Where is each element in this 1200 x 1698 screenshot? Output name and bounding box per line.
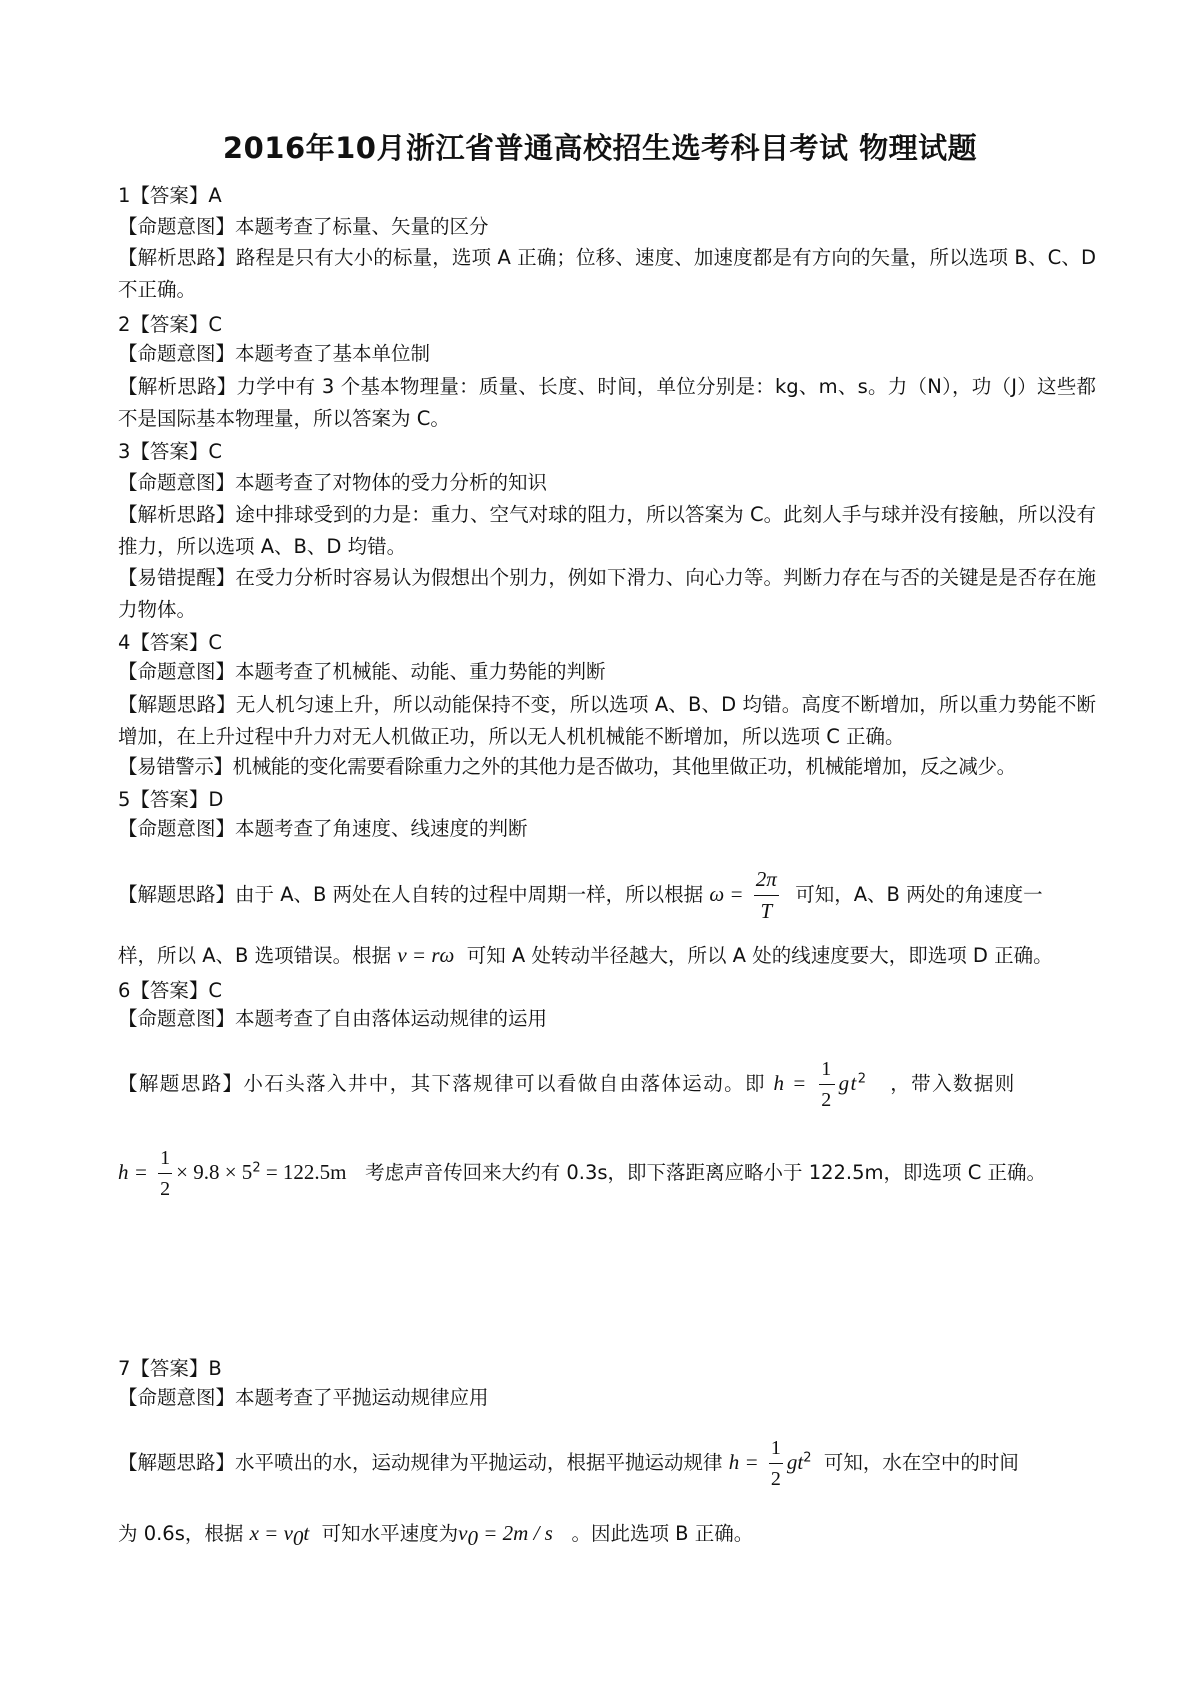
- q5-analysis-line2: [118, 941, 1096, 970]
- q2-intent: 【命题意图】本题考查了基本单位制: [118, 342, 431, 365]
- q6-analysis-line1: [118, 1053, 1096, 1114]
- q7-answer: 7【答案】B: [118, 1357, 222, 1380]
- q6-text-b: ，带入数据则: [890, 1072, 1016, 1095]
- q6-f1-denominator: 2: [821, 1089, 833, 1111]
- q7-text-b: 可知，水在空中的时间: [823, 1451, 1019, 1474]
- q7-analysis-line1: [118, 1432, 1096, 1493]
- q6-f1-rhs: gt: [838, 1071, 858, 1095]
- q7-f3-b: = 2m / s: [477, 1521, 553, 1545]
- q7-f1-exponent: 2: [803, 1450, 812, 1466]
- q5-fraction-denominator: T: [760, 899, 773, 923]
- q6-f2-numerator: 1: [158, 1148, 172, 1174]
- q4-intent: 【命题意图】本题考查了机械能、动能、重力势能的判断: [118, 660, 606, 683]
- q6-f2-fraction: [158, 1148, 172, 1199]
- q2-answer: 2【答案】C: [118, 313, 223, 336]
- q5-text-c: 样，所以 A、B 选项错误。根据: [118, 944, 392, 967]
- q5-formula-lhs: ω =: [709, 882, 744, 906]
- q6-f1-lhs: h =: [773, 1071, 808, 1095]
- q5-text-b: 可知，A、B 两处的角速度一: [795, 883, 1043, 906]
- q6-f1-fraction: [819, 1059, 834, 1110]
- q1-answer: 1【答案】A: [118, 184, 222, 207]
- q1-analysis: 【解析思路】路程是只有大小的标量，选项 A 正确；位移、速度、加速度都是有方向的矢量，所以选项 B、C、D 不正确。: [118, 246, 1096, 301]
- page-title: 2016年10月浙江省普通高校招生选考科目考试 物理试题: [222, 131, 978, 165]
- q4-analysis: 【解题思路】无人机匀速上升，所以动能保持不变，所以选项 A、B、D 均错。高度不断增加，所以重力势能不断增加，在上升过程中升力对无人机做正功，所以无人机机械能不断增加，所以选项 C 正确。: [118, 693, 1096, 748]
- q3-analysis: 【解析思路】途中排球受到的力是：重力、空气对球的阻力，所以答案为 C。此刻人手与球并没有接触，所以没有推力，所以选项 A、B、D 均错。: [118, 503, 1096, 558]
- q5-fraction-numerator: 2π: [754, 869, 779, 896]
- q6-text-c: 考虑声音传回来大约有 0.3s，即下落距离应略小于 122.5m，即选项 C 正确。: [365, 1161, 1047, 1184]
- q4-answer: 4【答案】C: [118, 631, 223, 654]
- q1-intent: 【命题意图】本题考查了标量、矢量的区分: [118, 215, 489, 238]
- q3-answer: 3【答案】C: [118, 440, 223, 463]
- q5-analysis-line1: [118, 864, 1096, 925]
- q5-intent: 【命题意图】本题考查了角速度、线速度的判断: [118, 817, 528, 840]
- q7-f3-sub: 0: [467, 1525, 478, 1550]
- q6-f2-denominator: 2: [160, 1178, 171, 1200]
- q7-f1-fraction: [769, 1438, 783, 1489]
- q6-intent: 【命题意图】本题考查了自由落体运动规律的运用: [118, 1007, 548, 1030]
- q7-f1-lhs: h =: [728, 1450, 759, 1474]
- q6-analysis-line2: [118, 1142, 1096, 1203]
- q7-f3-a: v: [458, 1521, 468, 1545]
- q6-f1-exponent: 2: [857, 1071, 868, 1087]
- q7-text-e: 。因此选项 B 正确。: [571, 1522, 754, 1545]
- q7-intent: 【命题意图】本题考查了平抛运动规律应用: [118, 1386, 489, 1409]
- q7-f2-a: x = v: [249, 1521, 293, 1545]
- q7-text-a: 【解题思路】水平喷出的水，运动规律为平抛运动，根据平抛运动规律: [118, 1451, 723, 1474]
- q5-text-d: 可知 A 处转动半径越大，所以 A 处的线速度要大，即选项 D 正确。: [466, 944, 1053, 967]
- q7-f1-denominator: 2: [770, 1468, 781, 1490]
- q5-formula-2: v = rω: [397, 943, 455, 967]
- q5-answer: 5【答案】D: [118, 788, 224, 811]
- q6-f2-rhs: × 9.8 × 5: [176, 1160, 253, 1184]
- q5-fraction: [754, 869, 779, 922]
- q7-analysis-line2: [118, 1519, 1096, 1548]
- q3-tip: 【易错提醒】在受力分析时容易认为假想出个别力，例如下滑力、向心力等。判断力存在与否的关键是是否存在施力物体。: [118, 566, 1096, 621]
- q2-analysis: 【解析思路】力学中有 3 个基本物理量：质量、长度、时间，单位分别是：kg、m、s。力（N），功（J）这些都不是国际基本物理量，所以答案为 C。: [118, 375, 1096, 430]
- q3-intent: 【命题意图】本题考查了对物体的受力分析的知识: [118, 471, 548, 494]
- q6-f2-result: = 122.5m: [260, 1160, 347, 1184]
- q5-text-a: 【解题思路】由于 A、B 两处在人自转的过程中周期一样，所以根据: [118, 883, 704, 906]
- q6-f2-lhs: h =: [118, 1160, 148, 1184]
- q4-warning: 【易错警示】机械能的变化需要看除重力之外的其他力是否做功，其他里做正功，机械能增加，反之减少。: [118, 755, 1016, 778]
- q6-f2-exponent: 2: [252, 1160, 261, 1176]
- q6-text-a: 【解题思路】小石头落入井中，其下落规律可以看做自由落体运动。即: [118, 1072, 766, 1095]
- q7-f2-b: t: [303, 1521, 310, 1545]
- q6-f1-numerator: 1: [819, 1059, 834, 1085]
- q7-f2-sub: 0: [292, 1525, 304, 1550]
- q7-f1-rhs: gt: [786, 1450, 804, 1474]
- q7-text-d: 可知水平速度为: [321, 1522, 459, 1545]
- q6-answer: 6【答案】C: [118, 979, 223, 1002]
- q7-f1-numerator: 1: [769, 1438, 783, 1464]
- q7-text-c: 为 0.6s，根据: [118, 1522, 244, 1545]
